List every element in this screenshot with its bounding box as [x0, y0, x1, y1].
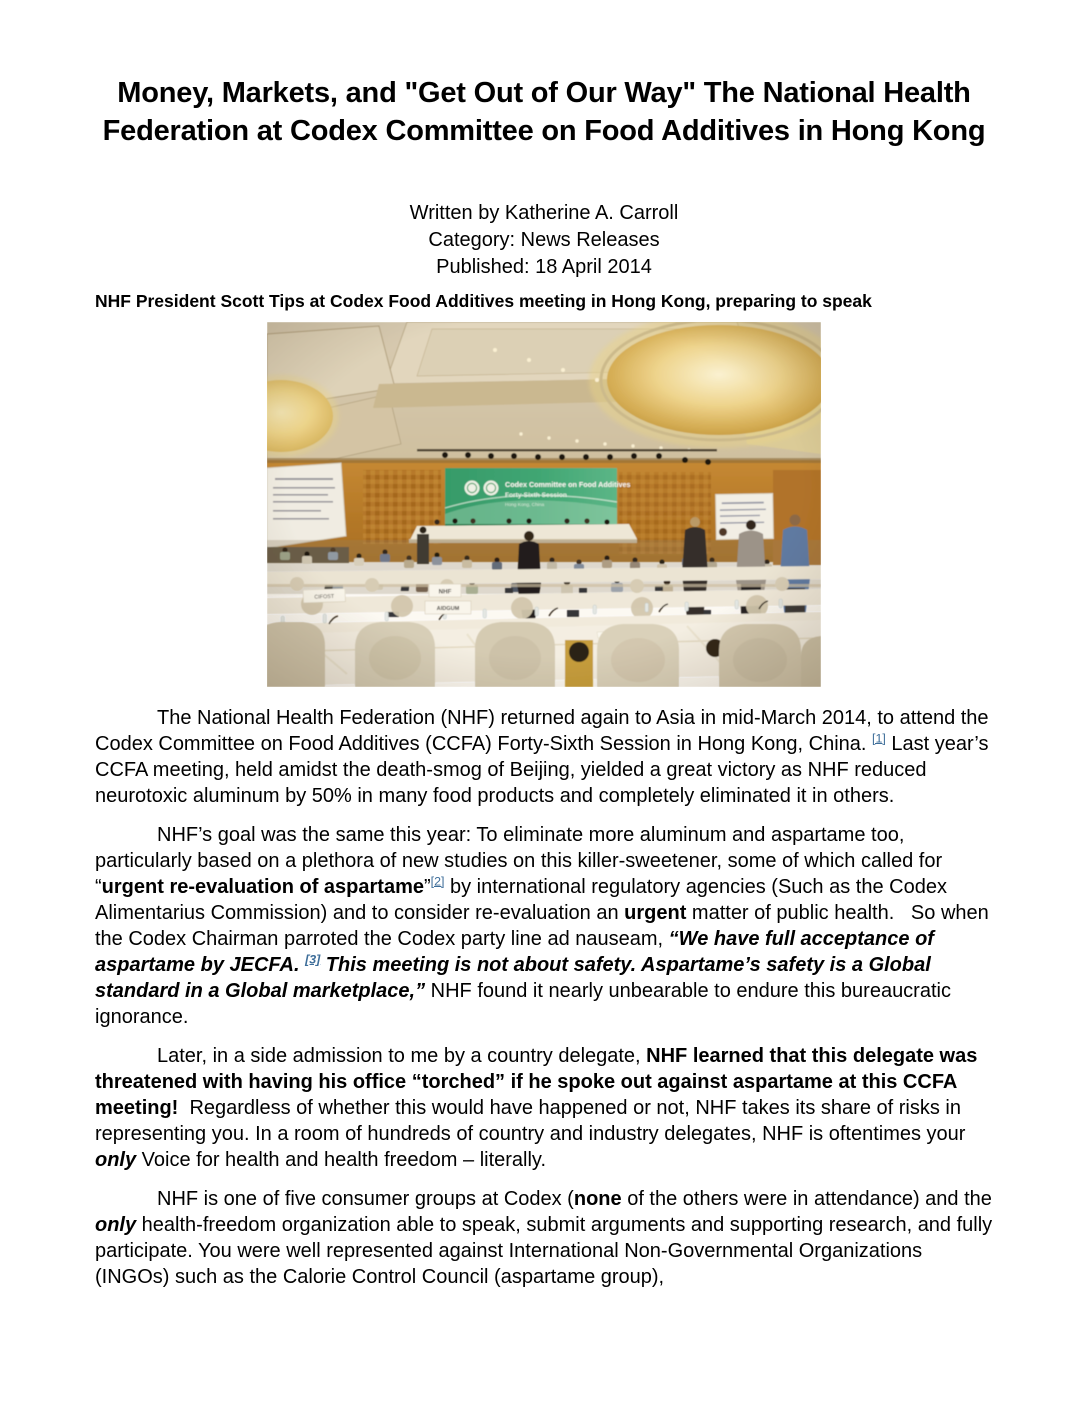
- footnote-link[interactable]: [2]: [430, 874, 445, 889]
- paragraph: [95, 822, 993, 1030]
- text-segment: The National Health Federation (NHF) returned again to Asia in mid-March 2014, to attend the Codex Committee on Food Additives (CCFA) Forty-Sixth Session in Hong Kong, China.: [95, 707, 989, 755]
- text-segment: Regardless of whether this would have happened or not, NHF takes its share of risks in representing you. In a room of hundreds of country and industry delegates, NHF is oftentimes your: [95, 1097, 966, 1145]
- text-segment: none: [573, 1188, 622, 1210]
- byline-author: Written by Katherine A. Carroll: [409, 202, 679, 224]
- text-segment: NHF found it nearly unbearable to endure this bureaucratic ignorance.: [95, 980, 951, 1028]
- text-segment: Later, in a side admission to me by a country delegate,: [157, 1045, 647, 1067]
- text-segment: only: [95, 1214, 137, 1236]
- text-segment: matter of public health. So when the Codex Chairman parroted the Codex party line ad nauseam,: [95, 902, 989, 950]
- byline-published: Published: 18 April 2014: [436, 256, 652, 278]
- text-segment: “We have full acceptance of aspartame by JECFA.: [95, 928, 934, 976]
- text-segment: Last year’s CCFA meeting, held amidst the death-smog of Beijing, yielded a great victory as NHF reduced neurotoxic aluminum by 50% in many food products and completely eliminated it in others.: [95, 733, 989, 807]
- text-segment: of the others were in attendance) and the: [621, 1188, 992, 1210]
- byline: [95, 200, 993, 281]
- text-segment: Voice for health and health freedom – literally.: [136, 1149, 546, 1171]
- text-segment: NHF’s goal was the same this year: To eliminate more aluminum and aspartame too, particularly based on a plethora of new studies on this killer-sweetener, some of which called for “: [95, 824, 943, 898]
- text-segment: health-freedom organization able to speak, submit arguments and supporting research, and fully participate. You were well represented against International Non-Governmental Organizations (INGOs) such as the Calorie Control Council (aspartame group),: [95, 1214, 993, 1288]
- footnote-link[interactable]: [1]: [872, 731, 886, 746]
- text-segment: NHF is one of five consumer groups at Codex (: [157, 1188, 574, 1210]
- text-segment: urgent re-evaluation of aspartame: [101, 876, 424, 898]
- article-body: [95, 705, 993, 1290]
- footnote-link[interactable]: [3]: [305, 952, 321, 967]
- text-segment: urgent: [624, 902, 687, 924]
- conference-photo: [267, 322, 821, 687]
- page-title: Money, Markets, and "Get Out of Our Way" The National Health Federation at Codex Committee on Food Additives in Hong Kong: [102, 77, 986, 147]
- text-segment: by international regulatory agencies (Such as the Codex Alimentarius Commission) and to consider re-evaluation an: [95, 876, 947, 924]
- byline-category: Category: News Releases: [428, 229, 660, 251]
- paragraph: [95, 1186, 993, 1290]
- text-segment: ”: [423, 876, 431, 898]
- text-segment: NHF learned that this delegate was threatened with having his office “torched” if he spoke out against aspartame at this CCFA meeting!: [95, 1045, 978, 1119]
- conference-photo-illustration: [267, 322, 821, 687]
- photo-caption: NHF President Scott Tips at Codex Food Additives meeting in Hong Kong, preparing to speak: [95, 291, 872, 311]
- text-segment: only: [95, 1149, 137, 1171]
- paragraph: [95, 1043, 993, 1173]
- paragraph: [95, 705, 993, 809]
- text-segment: This meeting is not about safety. Aspartame’s safety is a Global standard in a Global marketplace,”: [95, 954, 931, 1002]
